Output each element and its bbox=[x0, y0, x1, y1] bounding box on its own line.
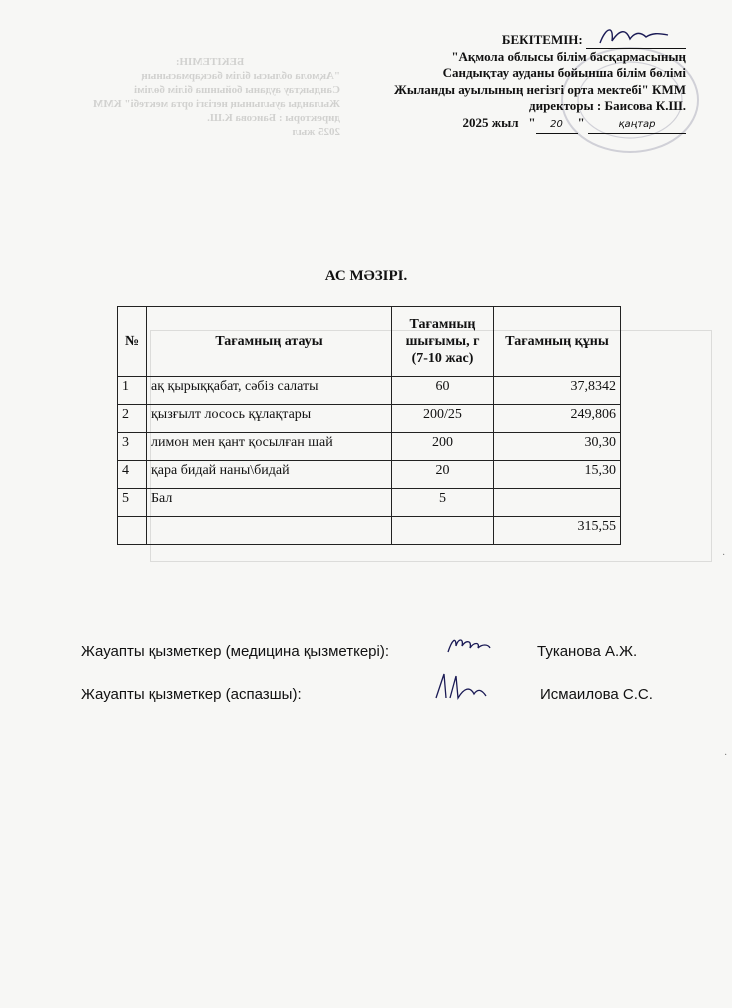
page-title: АС МӘЗІРІ. bbox=[324, 268, 408, 284]
approval-month: қаңтар bbox=[588, 117, 686, 135]
row-num: 1 bbox=[118, 377, 147, 405]
total-weight bbox=[392, 517, 494, 545]
header-weight: Тағамның шығымы, г (7-10 жас) bbox=[392, 307, 494, 377]
total-price: 315,55 bbox=[494, 517, 621, 545]
row-name: лимон мен қант қосылған шай bbox=[147, 433, 392, 461]
bleed-through: БЕКІТЕМІН: "Ақмола облысы білім басқармасының Сандықтау ауданы бойынша білім бөлімі Жыланды ауылының негізгі орта мектебі" КММ директоры : Баисова К.Ш. 2025 жыл bbox=[92, 56, 340, 138]
row-name: қара бидай наны\бидай bbox=[147, 461, 392, 489]
table-row bbox=[118, 461, 621, 489]
row-price: 30,30 bbox=[494, 433, 621, 461]
row-name: ақ қырыққабат, сәбіз салаты bbox=[147, 377, 392, 405]
responsible-medical-label: Жауапты қызметкер (медицина қызметкері): bbox=[81, 643, 390, 660]
table-row bbox=[118, 433, 621, 461]
total-name bbox=[147, 517, 392, 545]
director-signature-line bbox=[586, 35, 686, 49]
row-price: 37,8342 bbox=[494, 377, 621, 405]
approval-block bbox=[386, 32, 686, 134]
responsible-medical-name: Туканова А.Ж. bbox=[537, 643, 638, 660]
header-num: № bbox=[118, 307, 147, 377]
approval-year: 2025 жыл bbox=[462, 114, 519, 130]
responsible-cook-name: Исмаилова С.С. bbox=[540, 686, 653, 703]
row-weight: 60 bbox=[392, 377, 494, 405]
menu-table bbox=[117, 306, 621, 545]
total-num bbox=[118, 517, 147, 545]
row-num: 4 bbox=[118, 461, 147, 489]
approval-date-line: 2025 жыл " 20 " қаңтар bbox=[386, 115, 686, 135]
table-total-row bbox=[118, 517, 621, 545]
director-signature-icon bbox=[596, 23, 676, 51]
approval-line-2: Сандықтау ауданы бойынша білім бөлімі bbox=[442, 65, 686, 80]
approval-line-3: Жыланды ауылының негізгі орта мектебі" КММ bbox=[393, 81, 686, 97]
table-header-row bbox=[118, 307, 621, 377]
approval-heading: БЕКІТЕМІН: bbox=[501, 32, 583, 47]
row-price: 249,806 bbox=[494, 405, 621, 433]
row-num: 2 bbox=[118, 405, 147, 433]
table-row bbox=[118, 489, 621, 517]
row-num: 3 bbox=[118, 433, 147, 461]
medical-signature-icon bbox=[444, 632, 494, 658]
row-weight: 200 bbox=[392, 433, 494, 461]
approval-heading-line bbox=[386, 32, 686, 49]
row-name: Бал bbox=[147, 489, 392, 517]
row-weight: 200/25 bbox=[392, 405, 494, 433]
row-weight: 5 bbox=[392, 489, 494, 517]
header-price: Тағамның құны bbox=[494, 307, 621, 377]
scan-speck: · bbox=[724, 750, 728, 761]
cook-signature-icon bbox=[430, 668, 490, 704]
row-num: 5 bbox=[118, 489, 147, 517]
row-weight: 20 bbox=[392, 461, 494, 489]
approval-line-1: "Ақмола облысы білім басқармасының bbox=[451, 48, 686, 64]
row-price: 15,30 bbox=[494, 461, 621, 489]
table-row bbox=[118, 405, 621, 433]
row-price bbox=[494, 489, 621, 517]
scan-speck: · bbox=[722, 550, 726, 561]
header-name: Тағамның атауы bbox=[147, 307, 392, 377]
table-row bbox=[118, 377, 621, 405]
approval-line-4: директоры : Баисова К.Ш. bbox=[529, 98, 686, 113]
row-name: қызғылт лосось құлақтары bbox=[147, 405, 392, 433]
approval-day: 20 bbox=[536, 117, 578, 135]
responsible-cook-label: Жауапты қызметкер (аспазшы): bbox=[81, 686, 302, 703]
